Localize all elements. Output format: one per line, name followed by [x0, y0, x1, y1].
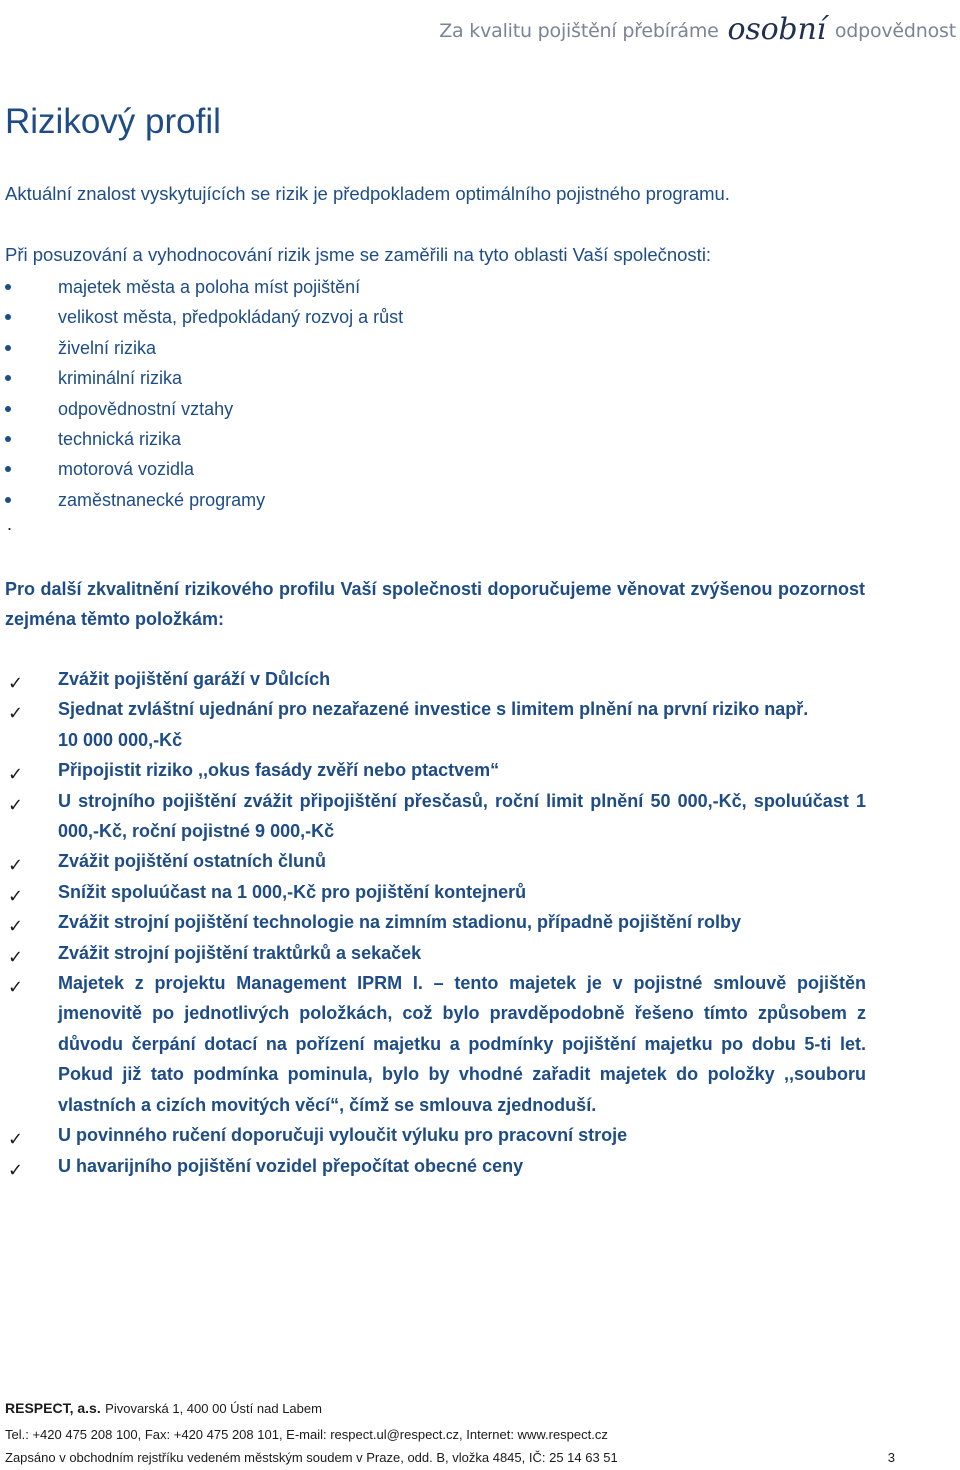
bullet-dot-icon	[5, 345, 11, 351]
list-item-text: Zvážit strojní pojištění technologie na zimním stadionu, případně pojištění rolby	[58, 912, 742, 933]
checkmark-icon: ✓	[8, 1159, 24, 1181]
bullet-dot-icon	[5, 314, 11, 320]
bullet-dot-icon	[5, 406, 11, 412]
list-item-text: odpovědnostní vztahy	[58, 398, 234, 419]
bullet-dot-icon	[5, 497, 11, 503]
list-item-text: Snížit spoluúčast na 1 000,-Kč pro pojištění kontejnerů	[58, 881, 527, 902]
recommendations-intro: Pro další zkvalitnění rizikového profilu Vaší společnosti doporučujeme věnovat zvýšenou pozornost zejména těmto položkám:	[5, 579, 865, 630]
checkmark-icon: ✓	[8, 885, 24, 907]
list-item-text: U havarijního pojištění vozidel přepočítat obecné ceny	[58, 1155, 524, 1176]
intro-paragraph: Aktuální znalost vyskytujících se rizik je předpokladem optimálního pojistného programu.	[5, 183, 730, 204]
checkmark-icon: ✓	[8, 673, 24, 694]
list-item	[0, 755, 880, 785]
list-item	[0, 786, 880, 847]
list-item-text: Majetek z projektu Management IPRM I. – tento majetek je v pojistné smlouvě pojištěn jmenovitě po jednotlivých položkách, což bylo pravděpodobně řešeno tímto způsobem z důvodu čerpání dotací na pořízení majetku a podmínky pojištění majetku po dobu 5-ti let. Pokud již tato podmínka pominula, bylo by vhodné zařadit majetek do položky ,,souboru vlastních a cizích movitých věcí“, čímž se smlouva zjednoduší.	[58, 973, 866, 1115]
list-item-text: majetek města a poloha míst pojištění	[58, 277, 361, 297]
list-item-text: Připojistit riziko ,,okus fasády zvěří nebo ptactvem“	[58, 760, 500, 781]
page-title: Rizikový profil	[5, 102, 221, 141]
osobni-logo: osobní	[727, 12, 826, 47]
list-item-text: U strojního pojištění zvážit připojištění přesčasů, roční limit plnění 50 000,-Kč, spoluúčast 1 000,-Kč, roční pojistné 9 000,-Kč	[58, 790, 866, 842]
company-address: Pivovarská 1, 400 00 Ústí nad Labem	[105, 1401, 322, 1416]
list-item	[0, 664, 880, 694]
checkmark-icon: ✓	[8, 946, 24, 968]
checkmark-icon: ✓	[8, 1129, 24, 1151]
bullet-dot-icon	[5, 375, 11, 381]
list-item-text: Zvážit strojní pojištění traktůrků a sekaček	[58, 942, 422, 963]
list-item	[0, 968, 880, 1120]
stray-period: .	[7, 514, 13, 534]
company-name: RESPECT, a.s.	[5, 1400, 101, 1416]
list-item	[0, 694, 880, 755]
footer-contact: Tel.: +420 475 208 100, Fax: +420 475 208 101, E-mail: respect.ul@respect.cz, Internet: www.respect.cz	[5, 1427, 608, 1442]
list-item	[0, 1151, 880, 1181]
footer-registry: Zapsáno v obchodním rejstříku vedeném městským soudem v Praze, odd. B, vložka 4845, IČ: 25 14 63 51	[5, 1450, 618, 1465]
checkmark-icon: ✓	[8, 855, 24, 877]
list-item-text: Sjednat zvláštní ujednání pro nezařazené investice s limitem plnění na první riziko např. 10 000 000,-Kč	[58, 699, 809, 750]
recommendations-list	[0, 664, 880, 1181]
list-item-text: Zvážit pojištění ostatních člunů	[58, 851, 327, 872]
checkmark-icon: ✓	[8, 794, 24, 816]
list-item	[0, 938, 880, 968]
list-item	[0, 1120, 880, 1150]
checkmark-icon: ✓	[8, 764, 24, 786]
bullet-dot-icon	[5, 466, 11, 472]
page-number: 3	[887, 1450, 895, 1465]
list-item	[0, 877, 880, 907]
checkmark-icon: ✓	[8, 977, 24, 999]
checkmark-icon: ✓	[8, 703, 24, 725]
list-item-text: kriminální rizika	[58, 368, 183, 389]
checkmark-icon: ✓	[8, 916, 24, 938]
list-item	[0, 846, 880, 876]
list-item-text: živelní rizika	[58, 337, 157, 358]
list-item-text: U povinného ručení doporučuji vyloučit výluku pro pracovní stroje	[58, 1125, 628, 1146]
list-item	[0, 907, 880, 937]
list-item-text: Zvážit pojištění garáží v Důlcích	[58, 669, 331, 689]
bullet-dot-icon	[5, 436, 11, 442]
areas-intro: Při posuzování a vyhodnocování rizik jsme se zaměřili na tyto oblasti Vaší společnosti:	[5, 244, 712, 265]
bullet-dot-icon	[5, 284, 11, 290]
slogan-text: Za kvalitu pojištění přebíráme	[439, 20, 719, 42]
list-item-text: technická rizika	[58, 428, 182, 449]
list-item-text: velikost města, předpokládaný rozvoj a růst	[58, 307, 404, 328]
list-item-text: motorová vozidla	[58, 459, 195, 480]
list-item-text: zaměstnanecké programy	[58, 489, 266, 510]
slogan-text-end: odpovědnost	[834, 20, 956, 42]
footer-company-line	[5, 1400, 322, 1418]
header-slogan	[439, 10, 956, 45]
